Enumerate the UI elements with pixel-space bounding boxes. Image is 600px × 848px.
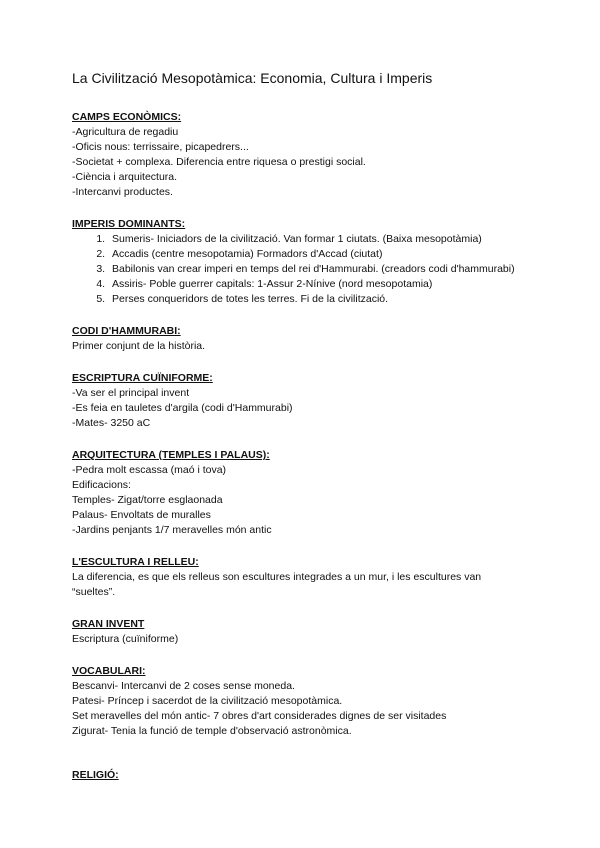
section-escriptura xyxy=(72,371,532,431)
section-gran-invent xyxy=(72,617,532,647)
text-line: -Societat + complexa. Diferencia entre riquesa o prestigi social. xyxy=(72,156,366,168)
text-line: -Pedra molt escassa (maó i tova) xyxy=(72,464,227,476)
list-item: 2. Accadis (centre mesopotamia) Formadors d'Accad (ciutat) xyxy=(108,247,532,262)
text-line: -Agricultura de regadiu xyxy=(72,126,179,138)
text-line: -Intercanvi productes. xyxy=(72,186,173,198)
section-heading: VOCABULARI: xyxy=(72,665,146,677)
section-heading: ARQUITECTURA (TEMPLES I PALAUS): xyxy=(72,449,270,461)
text-line: “sueltes”. xyxy=(72,586,116,598)
section-heading: L'ESCULTURA I RELLEU: xyxy=(72,556,199,568)
section-vocabulari xyxy=(72,664,532,739)
section-camps-economics xyxy=(72,110,532,200)
list-item: 3. Babilonis van crear imperi en temps del rei d'Hammurabi. (creadors codi d'hammurabi) xyxy=(108,262,532,277)
section-heading: RELIGIÓ: xyxy=(72,769,119,781)
section-codi-hammurabi xyxy=(72,324,532,354)
text-line: Edificacions: xyxy=(72,479,131,491)
document-page xyxy=(72,68,532,800)
text-line: Set meravelles del món antic- 7 obres d'art considerades dignes de ser visitades xyxy=(72,710,447,722)
document-title: La Civilització Mesopotàmica: Economia, Cultura i Imperis xyxy=(72,70,433,86)
section-heading: ESCRIPTURA CUÏNIFORME: xyxy=(72,372,213,384)
numbered-list xyxy=(72,232,532,307)
list-item: 5. Perses conqueridors de totes les terres. Fi de la civilització. xyxy=(108,292,532,307)
section-heading: CAMPS ECONÒMICS: xyxy=(72,111,182,123)
text-line: -Es feia en tauletes d'argila (codi d'Hammurabi) xyxy=(72,402,293,414)
section-heading: GRAN INVENT xyxy=(72,618,145,630)
section-imperis-dominants xyxy=(72,217,532,307)
section-arquitectura xyxy=(72,448,532,538)
text-line: Temples- Zigat/torre esglaonada xyxy=(72,494,223,506)
text-line: -Va ser el principal invent xyxy=(72,387,190,399)
text-line: -Jardins penjants 1/7 meravelles món antic xyxy=(72,524,272,536)
text-line: -Mates- 3250 aC xyxy=(72,417,151,429)
section-heading: IMPERIS DOMINANTS: xyxy=(72,218,186,230)
list-item: 1. Sumeris- Iniciadors de la civilització. Van formar 1 ciutats. (Baixa mesopotàmia) xyxy=(108,232,532,247)
text-line: -Ciència i arquitectura. xyxy=(72,171,178,183)
spacer xyxy=(72,756,532,768)
text-line: La diferencia, es que els relleus son escultures integrades a un mur, i les escultures van xyxy=(72,571,482,583)
text-line: Patesi- Príncep i sacerdot de la civilització mesopotàmica. xyxy=(72,695,343,707)
text-line: Escriptura (cuïniforme) xyxy=(72,633,179,645)
section-religio xyxy=(72,768,532,783)
section-heading: CODI D'HAMMURABI: xyxy=(72,325,181,337)
text-line: -Oficis nous: terrissaire, picapedrers... xyxy=(72,141,249,153)
list-item: 4. Assiris- Poble guerrer capitals: 1-Assur 2-Nínive (nord mesopotamia) xyxy=(108,277,532,292)
text-line: Primer conjunt de la història. xyxy=(72,340,206,352)
text-line: Zigurat- Tenia la funció de temple d'observació astronòmica. xyxy=(72,725,352,737)
text-line: Bescanvi- Intercanvi de 2 coses sense moneda. xyxy=(72,680,295,692)
section-escultura xyxy=(72,555,532,600)
text-line: Palaus- Envoltats de muralles xyxy=(72,509,211,521)
